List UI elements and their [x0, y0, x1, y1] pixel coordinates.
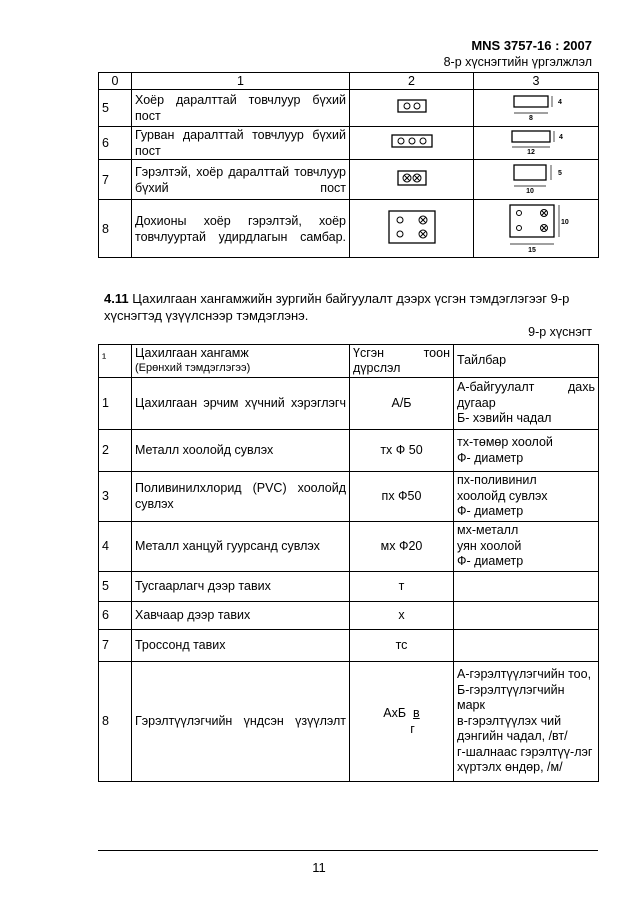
row-name: Металл ханцуй гуурсанд сувлэх [132, 522, 350, 572]
row-number: 4 [99, 522, 132, 572]
row-name: Троссонд тавих [132, 630, 350, 662]
note-line: Ф- диаметр [457, 450, 524, 465]
col-header-note: Тайлбар [454, 345, 599, 378]
table-header-row [99, 73, 599, 90]
row-name: Металл хоолойд сувлэх [132, 430, 350, 472]
table-row [99, 522, 599, 572]
row-number: 3 [99, 472, 132, 522]
row-number: 2 [99, 430, 132, 472]
row-note [454, 522, 599, 572]
code-main: АхБ [383, 706, 407, 720]
note-line: Ф- диаметр [457, 554, 524, 569]
row-note [454, 662, 599, 782]
control-panel-symbol [350, 200, 474, 258]
row-name: Гэрэлтүүлэгчийн үндсэн үзүүлэлт [132, 662, 350, 782]
note-line: мх-металл [457, 523, 519, 538]
row-note [454, 378, 599, 430]
col-header-2: 2 [350, 73, 474, 90]
note-line: Б-гэрэлтүүлэгчийн марк [457, 682, 565, 713]
row-code: тс [350, 630, 454, 662]
table-header-row [99, 345, 599, 378]
row-name: Поливинилхлорид (PVC) хоолойд сувлэх [132, 472, 350, 522]
col-header-name-line2: (Ерөнхий тэмдэглэгээ) [135, 362, 251, 374]
row-number: 5 [99, 90, 132, 127]
table-row [99, 430, 599, 472]
table-row [99, 90, 599, 127]
note-line: в-гэрэлтүүлэх чий дэнгийн чадал, /вт/ [457, 713, 568, 744]
two-button-post-symbol [350, 90, 474, 127]
note-line: уян хоолой [457, 538, 522, 553]
col-header-number: ¹ [99, 345, 132, 378]
note-line: пх-поливинил [457, 473, 537, 488]
row-name: Хавчаар дээр тавих [132, 602, 350, 630]
two-button-post-dimensions [474, 90, 599, 127]
row-number: 7 [99, 630, 132, 662]
row-number: 6 [99, 602, 132, 630]
standard-number: MNS 3757-16 : 2007 [471, 38, 592, 53]
row-description: Гэрэлтэй, хоёр даралттай товчлуур бүхий пост [132, 160, 350, 200]
row-number: 8 [99, 662, 132, 782]
row-number: 6 [99, 127, 132, 160]
dim-width: 8 [529, 115, 533, 122]
table-row [99, 572, 599, 602]
col-header-name [132, 345, 350, 378]
table-row [99, 200, 599, 258]
table-row [99, 472, 599, 522]
code-fraction-bottom: г [410, 721, 415, 736]
lit-two-button-post-symbol [350, 160, 474, 200]
clause-text: Цахилгаан хангамжийн зургийн байгуулалт дээрх үсгэн тэмдэглэгээг 9-р хүснэгтэд үзүүлснээр тэмдэглэнэ. [104, 291, 570, 323]
row-code: тх Ф 50 [350, 430, 454, 472]
table-9 [98, 344, 599, 782]
row-name: Тусгаарлагч дээр тавих [132, 572, 350, 602]
row-code: т [350, 572, 454, 602]
table-row [99, 160, 599, 200]
clause-4-11 [104, 290, 598, 324]
note-line: тх-төмөр хоолой [457, 435, 553, 449]
table-continuation-label: 8-р хүснэгтийн үргэлжлэл [443, 55, 592, 69]
table-row [99, 378, 599, 430]
col-header-0: 0 [99, 73, 132, 90]
table-row [99, 127, 599, 160]
dim-height: 5 [558, 169, 562, 177]
row-note [454, 572, 599, 602]
note-line: хоолойд сувлэх [457, 488, 548, 503]
table-row [99, 630, 599, 662]
table-8-continuation [98, 72, 599, 258]
note-line: А-гэрэлтүүлэгчийн тоо, [457, 667, 592, 682]
row-description: Хоёр даралттай товчлуур бүхий пост [132, 90, 350, 127]
col-header-3: 3 [474, 73, 599, 90]
row-name: Цахилгаан эрчим хүчний хэрэглэгч [132, 378, 350, 430]
row-code: мх Ф20 [350, 522, 454, 572]
dim-height: 4 [559, 134, 563, 141]
table-row [99, 662, 599, 782]
three-button-post-symbol [350, 127, 474, 160]
dim-width: 12 [527, 149, 535, 156]
row-number: 8 [99, 200, 132, 258]
row-note [454, 602, 599, 630]
row-note [454, 430, 599, 472]
row-number: 5 [99, 572, 132, 602]
dim-height: 4 [558, 99, 562, 106]
col-header-code: Үсгэн тоон дүрслэл [350, 345, 454, 378]
lit-two-button-post-dimensions [474, 160, 599, 200]
control-panel-dimensions [474, 200, 599, 258]
note-line: г-шалнаас гэрэлтүү-лэг хүртэлх өндөр, /м/ [457, 744, 593, 775]
note-line: Б- хэвийн чадал [457, 411, 552, 426]
dim-width: 10 [526, 187, 534, 195]
row-note [454, 472, 599, 522]
dim-width: 15 [528, 246, 536, 254]
note-line: Ф- диаметр [457, 504, 524, 519]
note-line: А-байгуулалт дахь дугаар [457, 380, 595, 410]
row-description: Гурван даралттай товчлуур бүхий пост [132, 127, 350, 160]
table-row [99, 602, 599, 630]
row-number: 7 [99, 160, 132, 200]
row-description: Дохионы хоёр гэрэлтэй, хоёр товчлууртай удирдлагын самбар. [132, 200, 350, 258]
row-code: х [350, 602, 454, 630]
col-header-1: 1 [132, 73, 350, 90]
row-code: пх Ф50 [350, 472, 454, 522]
row-note [454, 630, 599, 662]
row-number: 1 [99, 378, 132, 430]
dim-height: 10 [561, 218, 569, 226]
table-9-caption: 9-р хүснэгт [528, 325, 592, 339]
row-code: А/Б [350, 378, 454, 430]
col-header-name-line1: Цахилгаан хангамж [135, 345, 249, 360]
clause-number: 4.11 [104, 291, 129, 306]
row-code [350, 662, 454, 782]
code-fraction-top: в [413, 706, 420, 720]
footer-divider [98, 850, 598, 851]
page-number: 11 [312, 860, 326, 875]
three-button-post-dimensions [474, 127, 599, 160]
